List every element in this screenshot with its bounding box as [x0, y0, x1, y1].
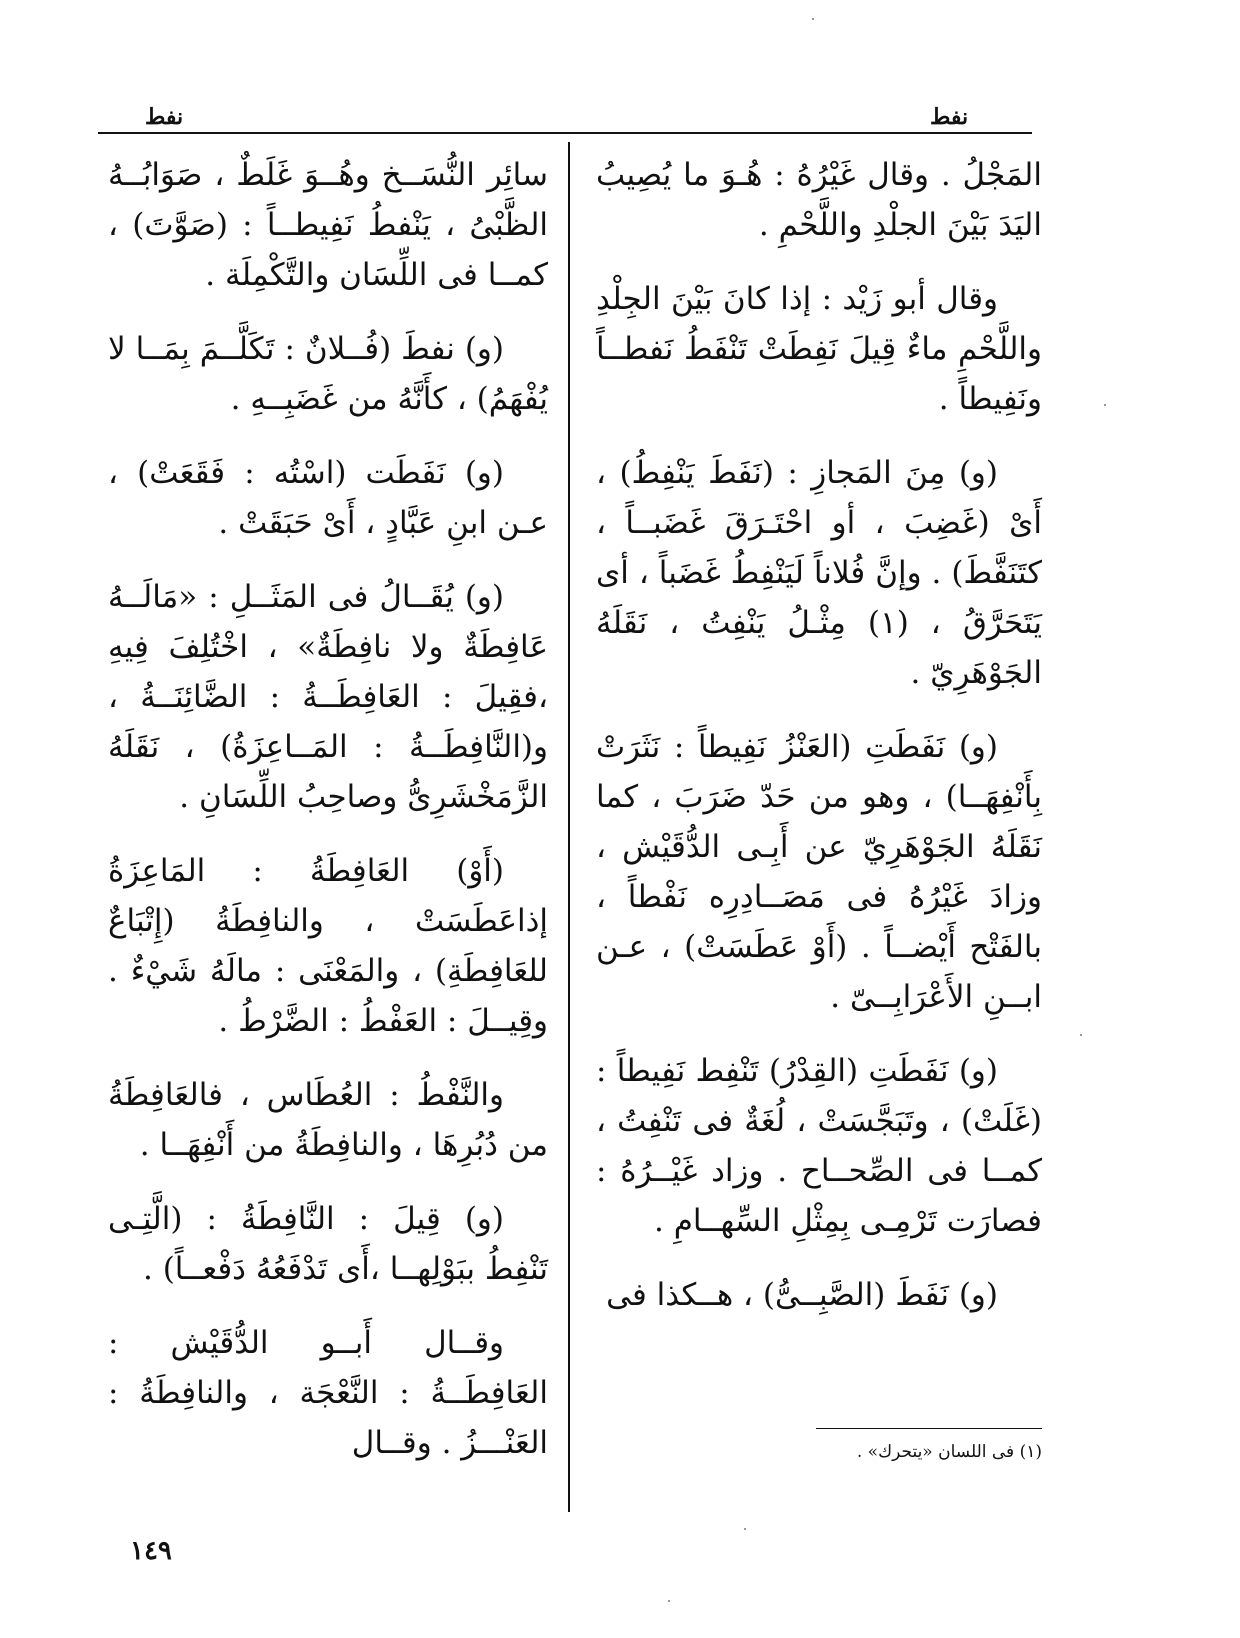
paragraph: وقــال أَبــو الدُّقَيْش : العَافِطَــةُ : النَّعْجَة ، والنافِطَةُ : العَنْـــزُ . وقــال [108, 1325, 548, 1461]
paragraph: (و) نَفَطَت (اسْتُه : فَقَعَتْ) ، عـن ابنِ عَبَّادٍ ، أَىْ حَبَقَتْ . [108, 455, 548, 541]
paragraph: (و) يُقَــالُ فى المَثَــلِ : «مَالَــهُ عَافِطَةٌ ولا نافِطَةٌ» ، اخْتُلِفَ فِيهِ ،فقِيلَ : العَافِطَــةُ : الضَّائِنَــةُ ، و(النَّافِطَــةُ : المَــاعِزَةُ) ، نَقَلَهُ الزَّمَخْشَرِىُّ وصاحِبُ اللِّسَانِ . [108, 579, 548, 815]
paragraph: (و) نَفَطَ (الصَّبِــىُّ) ، هــكذا فى [606, 1277, 998, 1313]
scan-speck [1104, 404, 1106, 406]
footnote: (١) فى اللسان «يتحرك» . [856, 1442, 1042, 1462]
column-divider [568, 142, 570, 1512]
paragraph: (و) نَفَطَتِ (العَنْزُ نَفِيطاً : نَثَرَتْ بِأَنْفِهَــا) ، وهو من حَدّ ضَرَبَ ، كما نَقَلَهُ الجَوْهَرِيّ عن أَبِـى الدُّقَيْش ، وزادَ غَيْرُهُ فى مَصَــادِرِه نَفْطاً ، بالفَتْح أَيْضــاً . (أَوْ عَطَسَتْ) ، عـن ابــنِ الأَعْرَابِــىّ . [596, 729, 1042, 1015]
paragraph: (و) قِيلَ : النَّافِطَةُ : (الَّتِـى تَنْفِطُ ببَوْلِهــا ،أَى تَدْفَعُهُ دَفْعــاً) . [108, 1201, 548, 1287]
scan-speck [744, 1528, 746, 1530]
paragraph: وقال أبو زَيْد : إذا كانَ بَيْنَ الجِلْدِ واللَّحْمِ ماءٌ قِيلَ نَفِطَتْ تَنْفَطُ نَفطــاً ونَفِيطاً . [596, 281, 1042, 417]
page-number: ١٤٩ [130, 1536, 172, 1566]
left-column [108, 150, 548, 1492]
paragraph: (و) نَفَطَتِ (القِدْرُ) تَنْفِط نَفِيطاً : (غَلَتْ) ، وتَبَجَّسَتْ ، لُغَةٌ فى تَنْفِتُ ، كمــا فى الصِّحــاح . وزاد غَيْــرُهُ : فصارَت تَرْمِـى بِمِثْلِ السِّهــامِ . [596, 1053, 1042, 1239]
running-head-left: نفط [145, 104, 184, 130]
footnote-rule [816, 1428, 1042, 1429]
paragraph: والنَّفْطُ : العُطَاس ، فالعَافِطَةُ من دُبُرِهَا ، والنافِطَةُ من أَنْفِهَــا . [108, 1077, 548, 1163]
scan-speck [668, 1600, 670, 1602]
header-rule [98, 132, 1032, 134]
running-head-right: نفط [930, 104, 969, 130]
paragraph: (و) مِنَ المَجازِ : (نَفَطَ يَنْفِطُ) ، أَىْ (غَضِبَ ، أو احْتَـرَقَ غَضَبــاً ، كتَنَفَّطَ) . وإنَّ فُلاناً لَيَنْفِطُ غَضَباً ، أى يَتَحَرَّقُ ، (١) مِثْـلُ يَنْفِتُ ، نَقَلَهُ الجَوْهَرِيّ . [596, 455, 1042, 691]
paragraph: (و) نفطَ (فُــلانٌ : تَكَلَّــمَ بِمَــا لا يُفْهَمُ) ، كأَنَّهُ من غَضَبِــهِ . [108, 331, 548, 417]
scan-speck [812, 18, 814, 20]
paragraph: (أَوْ) العَافِطَةُ : المَاعِزَةُ إذاعَطَسَتْ ، والنافِطَةُ (إِتْبَاعٌ للعَافِطَةِ) ، والمَعْنَى : مالَهُ شَيْءٌ . وقِيــلَ : العَفْطُ : الضَّرْطُ . [108, 853, 548, 1039]
scan-speck [1080, 1034, 1082, 1036]
right-column [596, 150, 1042, 1344]
paragraph: المَجْلُ . وقال غَيْرُهُ : هُـوَ ما يُصِيبُ اليَدَ بَيْنَ الجلْدِ واللَّحْمِ . [596, 157, 1042, 243]
paragraph: سائِر النُّسَــخ وهُــوَ غَلَطٌ ، صَوَابُــهُ الظَّبْىُ ، يَنْفطُ نَفِيطــاً : (صَوَّتَ) ، كمــا فى اللِّسَان والتَّكْمِلَة . [108, 157, 548, 293]
